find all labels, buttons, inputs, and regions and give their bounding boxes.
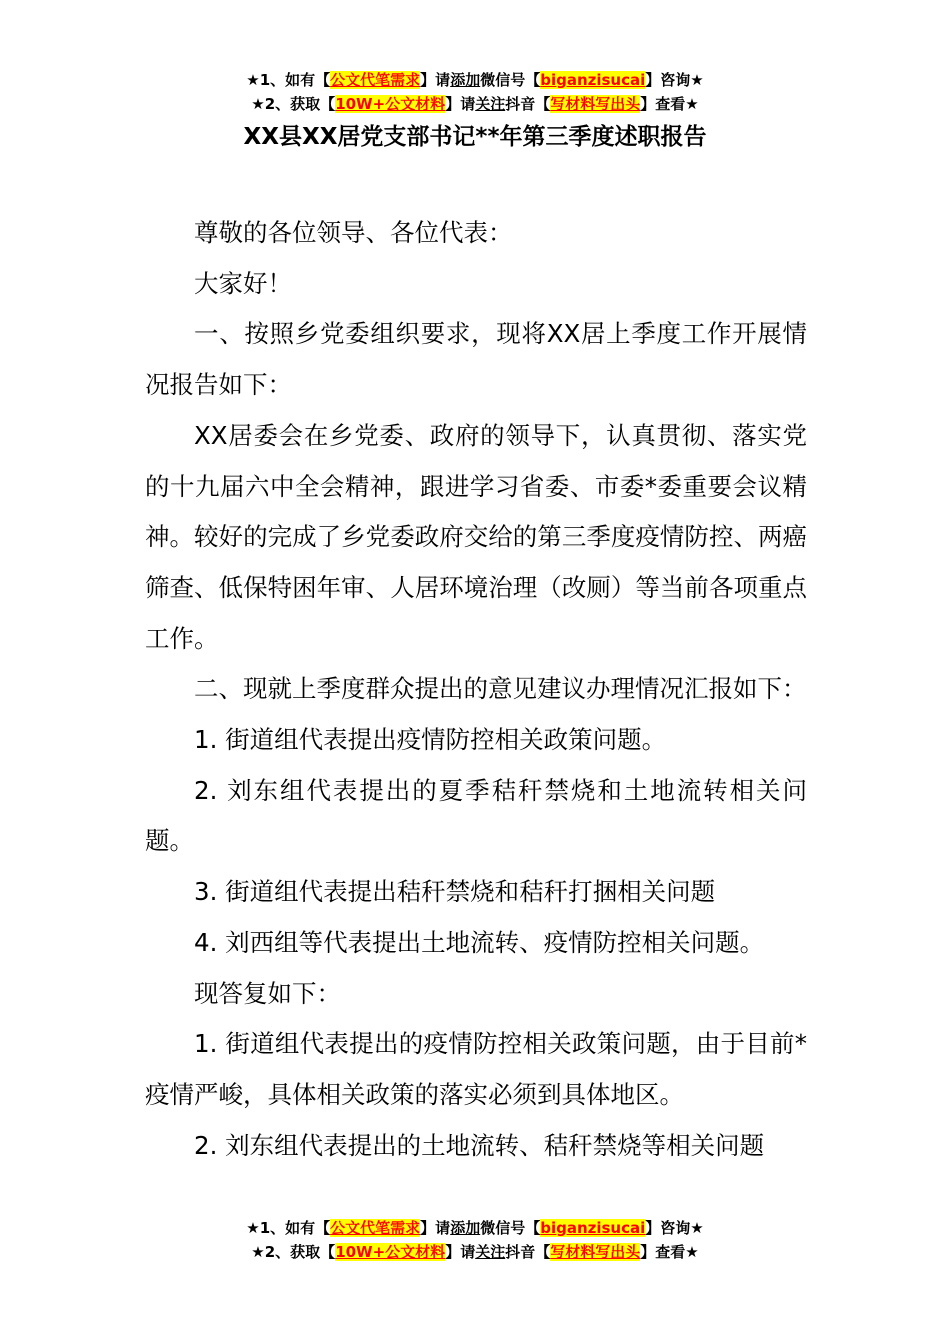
document-title: XX县XX居党支部书记**年第三季度述职报告	[243, 124, 707, 150]
list-item: 4. 刘西组等代表提出土地流转、疫情防控相关问题。	[194, 927, 765, 957]
paragraph: 现答复如下：	[194, 978, 341, 1008]
banner-text: ★1、如有【	[246, 1219, 331, 1237]
banner-text: 】查看★	[640, 1243, 699, 1261]
banner-text: 】请	[445, 95, 476, 113]
banner-text: ★1、如有【	[246, 71, 331, 89]
banner-text: 】请	[420, 71, 451, 89]
list-item: 2. 刘东组代表提出的夏季秸秆禁烧和土地流转相关问题。	[145, 775, 807, 856]
banner-text: 】咨询★	[645, 71, 704, 89]
banner-text: 】请	[420, 1219, 451, 1237]
list-item: 2. 刘东组代表提出的土地流转、秸秆禁烧等相关问题	[194, 1130, 765, 1160]
paragraph: 一、按照乡党委组织要求，现将XX居上季度工作开展情况报告如下：	[145, 319, 807, 400]
banner-text: 抖音【	[505, 1243, 551, 1261]
banner-text: ★2、获取【	[251, 95, 336, 113]
document-body	[145, 208, 807, 1171]
paragraph: XX居委会在乡党委、政府的领导下，认真贯彻、落实党的十九届六中全会精神，跟进学习省委、市委*委重要会议精神。较好的完成了乡党委政府交给的第三季度疫情防控、两癌筛查、低保特困年审、人居环境治理（改厕）等当前各项重点工作。	[145, 420, 807, 653]
highlight-text: biganzisucai	[540, 1219, 646, 1237]
banner-text: 】咨询★	[645, 1219, 704, 1237]
highlight-text: 公文代笔需求	[330, 71, 421, 89]
highlight-text: biganzisucai	[540, 71, 646, 89]
banner-line-1	[0, 68, 950, 92]
highlight-text: 写材料写出头	[550, 95, 641, 113]
paragraph: 二、现就上季度群众提出的意见建议办理情况汇报如下：	[194, 674, 807, 704]
banner-text: 】请	[445, 1243, 476, 1261]
footer-banner	[0, 1216, 950, 1264]
underlined-text: 关注	[475, 1243, 506, 1261]
banner-line-2	[0, 1240, 950, 1264]
highlight-text: 10W+公文材料	[335, 1243, 446, 1261]
banner-line-1	[0, 1216, 950, 1240]
header-banner	[0, 68, 950, 116]
underlined-text: 关注	[475, 95, 506, 113]
underlined-text: 添加	[450, 71, 481, 89]
banner-text: ★2、获取【	[251, 1243, 336, 1261]
banner-line-2	[0, 92, 950, 116]
banner-text: 】查看★	[640, 95, 699, 113]
highlight-text: 10W+公文材料	[335, 95, 446, 113]
paragraph: 大家好！	[194, 268, 292, 298]
banner-text: 微信号【	[480, 71, 541, 89]
list-item: 3. 街道组代表提出秸秆禁烧和秸秆打捆相关问题	[194, 877, 716, 907]
highlight-text: 公文代笔需求	[330, 1219, 421, 1237]
banner-text: 抖音【	[505, 95, 551, 113]
underlined-text: 添加	[450, 1219, 481, 1237]
paragraph: 尊敬的各位领导、各位代表：	[194, 218, 513, 247]
banner-text: 微信号【	[480, 1219, 541, 1237]
highlight-text: 写材料写出头	[550, 1243, 641, 1261]
list-item: 1. 街道组代表提出疫情防控相关政策问题。	[194, 725, 667, 755]
list-item: 1. 街道组代表提出的疫情防控相关政策问题，由于目前*疫情严峻，具体相关政策的落实必须到具体地区。	[145, 1029, 807, 1109]
